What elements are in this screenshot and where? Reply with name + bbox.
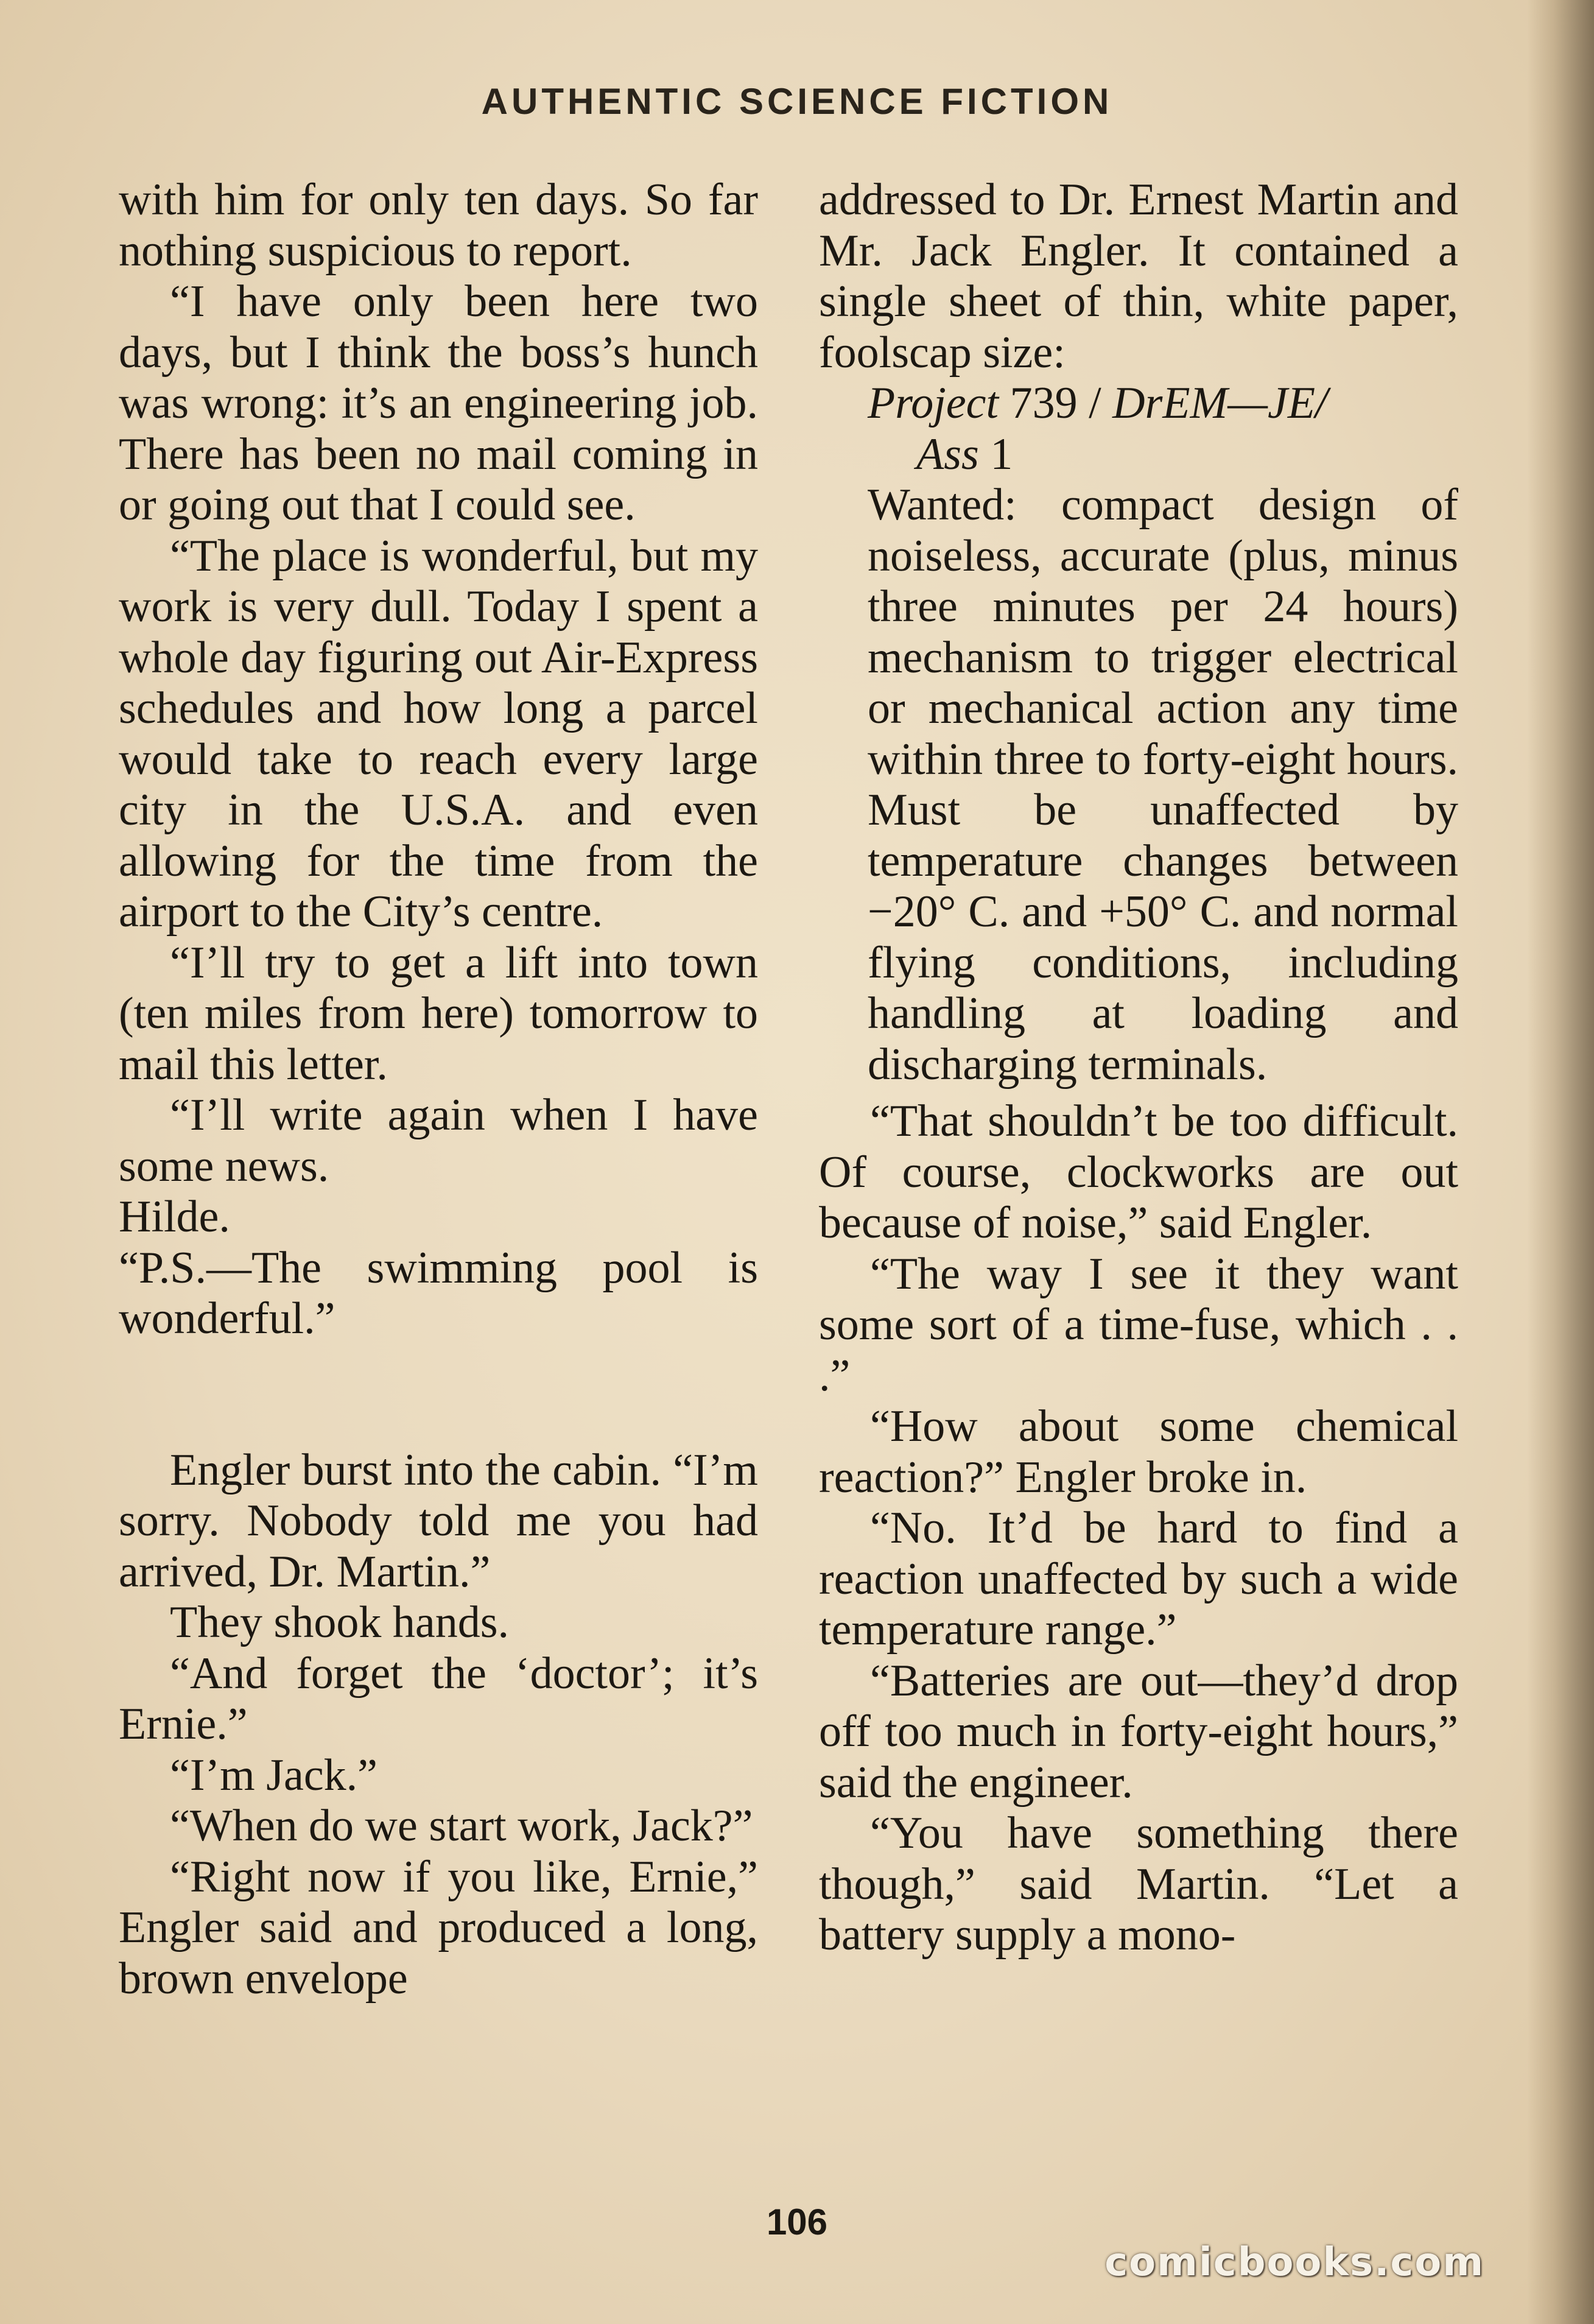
paragraph: “The place is wonderful, but my work is very dull. Today I spent a whole day figuring out Air-Express schedules and how long a parcel would take to reach every large city in the U.S.A. and even allowing for the time from the airport to the City’s centre.: [119, 530, 758, 937]
paragraph: “No. It’d be hard to find a reaction unaffected by such a wide temperature range.”: [819, 1503, 1458, 1655]
paragraph: “I’ll try to get a lift into town (ten miles from here) tomorrow to mail this letter.: [119, 937, 758, 1090]
running-head: AUTHENTIC SCIENCE FICTION: [481, 81, 1113, 122]
paragraph: “I’m Jack.”: [170, 1750, 378, 1800]
text-column-left: [119, 175, 758, 2004]
paragraph: “Batteries are out—they’d drop off too much in forty-eight hours,” said the engineer.: [819, 1655, 1458, 1808]
paragraph: “I’ll write again when I have some news.: [119, 1090, 758, 1191]
spec-title-part: Project: [868, 378, 999, 428]
paragraph: “Right now if you like, Ernie,” Engler said and produced a long, brown envelope: [119, 1851, 758, 2004]
spec-title-part: 739 /: [999, 378, 1113, 428]
paragraph: addressed to Dr. Ernest Martin and Mr. Jack Engler. It contained a single sheet of thin, white paper, foolscap size:: [819, 175, 1458, 378]
paragraph: “You have something there though,” said Martin. “Let a battery supply a mono-: [819, 1808, 1458, 1960]
paragraph: “And forget the ‘doctor’; it’s Ernie.”: [119, 1648, 758, 1749]
project-spec-body: Wanted: compact design of noiseless, accurate (plus, minus three minutes per 24 hours) mechanism to trigger electrical or mechanical action any time within three to forty-eight hours. Must be unaffected by temperature changes between −20° C. and +50° C. and normal flying conditions, including handling at loading and discharging terminals.: [868, 480, 1458, 1090]
spec-title-part: 1: [978, 429, 1013, 479]
spec-title-part: Ass: [916, 429, 979, 479]
text-column-right: [819, 175, 1458, 1961]
paragraph: “The way I see it they want some sort of a time-fuse, which . . .”: [819, 1248, 1458, 1401]
paragraph: “I have only been here two days, but I think the boss’s hunch was wrong: it’s an engineering job. There has been no mail coming in or going out that I could see.: [119, 276, 758, 530]
paragraph: They shook hands.: [170, 1597, 509, 1647]
paragraph: “How about some chemical reaction?” Engler broke in.: [819, 1401, 1458, 1502]
site-watermark: comicbooks.com: [1104, 2240, 1484, 2285]
paragraph: Engler burst into the cabin. “I’m sorry. Nobody told me you had arrived, Dr. Martin.”: [119, 1445, 758, 1597]
page-number: 106: [766, 2202, 828, 2242]
letter-signature: Hilde.: [119, 1192, 230, 1242]
paragraph: “P.S.—The swimming pool is wonderful.”: [119, 1242, 758, 1343]
paragraph: with him for only ten days. So far nothing suspicious to report.: [119, 175, 758, 276]
spec-title-line-2: [868, 429, 1458, 481]
spec-title-part: DrEM—JE/: [1112, 378, 1328, 428]
project-spec-title: [819, 378, 1458, 480]
paragraph: “When do we start work, Jack?”: [170, 1801, 753, 1851]
paragraph: “That shouldn’t be too difficult. Of course, clockworks are out because of noise,” said Engler.: [819, 1096, 1458, 1248]
